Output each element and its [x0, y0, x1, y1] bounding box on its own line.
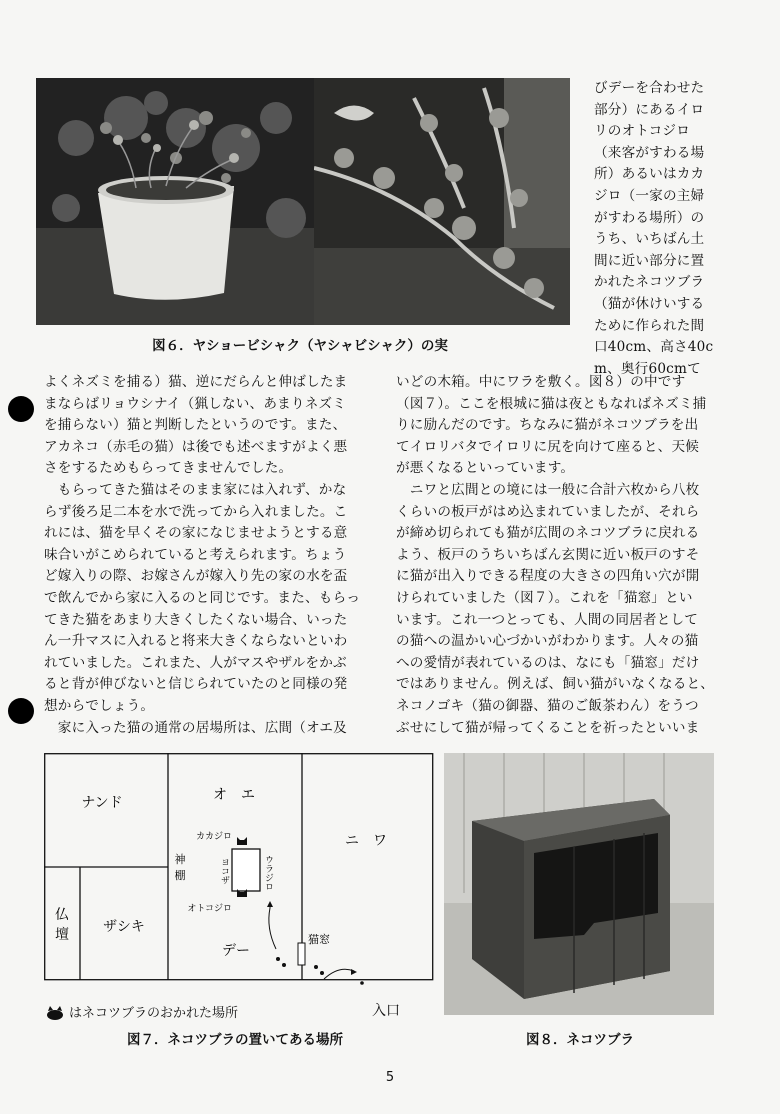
label-uraziro: ウラジロ	[263, 855, 273, 891]
text-line: の猫への温かい心づかいがわかります。人々の猫	[396, 633, 699, 650]
text-line: が締め切られても猫が広間のネコツブラに戻れる	[396, 525, 700, 542]
text-line: ぶせにして猫が帰ってくることを祈ったといいま	[396, 719, 700, 736]
label-nekomado: 猫窓	[308, 933, 330, 946]
text-line: （図７）。ここを根城に猫は夜ともなればネズミ捕	[396, 395, 707, 412]
fig6-photo-left	[36, 78, 314, 325]
text-line: 想からでしょう。	[44, 697, 155, 714]
text-line: さをするためもらってきませんでした。	[44, 460, 293, 477]
middle-column-text	[396, 372, 758, 739]
text-line: が悪くなるといっています。	[396, 460, 575, 477]
binder-hole-top	[8, 396, 34, 422]
text-line: ん一升マスに入れると将来大きくならないといわ	[44, 633, 348, 650]
text-line: よくネズミを捕る）猫、逆にだらんと伸ばしたま	[44, 374, 348, 390]
text-line: くらいの板戸がはめ込まれていましたが、それら	[396, 503, 700, 520]
legend-text: はネコツブラのおかれた場所	[69, 1006, 239, 1021]
room-oe: オ エ	[213, 787, 255, 803]
room-nando: ナンド	[81, 795, 123, 811]
room-niwa: ニ ワ	[345, 833, 387, 849]
text-line: 口40cm、高さ40c	[594, 339, 714, 356]
fig7-legend	[44, 1002, 238, 1021]
label-kamidana-2: 棚	[174, 869, 186, 882]
text-line: アカネコ（赤毛の猫）は後でも述べますがよく悪	[44, 438, 348, 455]
text-line: ではありません。例えば、飼い猫がいなくなると、	[396, 676, 715, 693]
fig7-floor-plan	[44, 753, 436, 985]
room-dee: デー	[222, 943, 250, 959]
fig6-caption: 図６．ヤショービシャク（ヤシャビシャク）の実	[152, 338, 448, 354]
text-line: m、奥行60cmて	[594, 360, 701, 377]
text-line: てきた猫をあまり大きくしたくない場合、いった	[44, 611, 348, 628]
page-number: 5	[385, 1070, 395, 1085]
text-line: ど嫁入りの際、お嫁さんが嫁入り先の家の水を盃	[44, 568, 348, 585]
text-line: けられていました（図７）。これを「猫窓」とい	[396, 589, 693, 606]
text-line: らず後ろ足二本を水で洗ってから入れました。こ	[44, 503, 348, 520]
label-iriguchi: 入口	[372, 1003, 400, 1019]
text-line: ネコノゴキ（猫の御器、猫のご飯茶わん）をうつ	[396, 697, 699, 714]
fig8-photo	[444, 753, 714, 1015]
text-line: がすわる場所）の	[594, 209, 705, 226]
fig7-caption: 図７．ネコツブラの置いてある場所	[127, 1032, 343, 1048]
text-line: いどの木箱。中にワラを敷く。図８）の中です	[396, 374, 686, 390]
label-kakajiro: カカジロ	[195, 832, 232, 842]
right-column-text	[594, 78, 754, 380]
text-line: れには、猫を早くその家になじませようとする意	[44, 525, 348, 542]
text-line: 間に近い部分に置	[594, 252, 705, 269]
text-line: （来客がすわる場	[594, 144, 705, 161]
room-zashiki: ザシキ	[103, 919, 145, 935]
text-line: リのオトコジロ	[594, 123, 691, 140]
label-kamidana-1: 神	[174, 853, 186, 866]
text-line: うち、いちばん土	[594, 231, 705, 248]
cat-icon	[44, 1005, 66, 1021]
text-line: まならばリョウシナイ（猟しない、あまりネズミ	[44, 395, 347, 412]
fig8-caption: 図８．ネコツブラ	[526, 1032, 634, 1048]
text-line: に猫が出入りできる程度の大きさの四角い穴が開	[396, 568, 700, 585]
text-line: で飲んでから家に入るのと同じです。また、もらっ	[44, 589, 361, 606]
text-line: への愛情が表れているのは、なにも「猫窓」だけ	[396, 654, 700, 671]
fig6-photo-right	[314, 78, 570, 325]
left-column-text	[44, 372, 374, 739]
room-butsudan-1: 仏	[55, 907, 69, 923]
text-line: （猫が休けいする	[594, 295, 705, 312]
text-line: よう、板戸のうちいちばん玄関に近い板戸のすそ	[396, 546, 700, 563]
text-line: 家に入った猫の通常の居場所は、広間（オエ及	[44, 719, 347, 736]
text-line: います。これ一つとっても、人間の同居者として	[396, 611, 699, 628]
text-line: れていました。これまた、人がマスやザルをかぶ	[44, 654, 347, 671]
text-line: てイロリバタでイロリに尻を向けて座ると、天候	[396, 438, 700, 455]
label-yokoza: ヨコザ	[219, 857, 229, 885]
text-line: を捕らない）猫と判断したというのです。また、	[44, 417, 347, 434]
text-line: ために作られた間	[594, 317, 705, 334]
text-line: ると背が伸びないと信じられていたのと同様の発	[44, 676, 348, 693]
label-otokojiro: オトコジロ	[187, 904, 232, 914]
text-line: もらってきた猫はそのまま家には入れず、かな	[44, 481, 347, 498]
binder-hole-bottom	[8, 698, 34, 724]
text-line: りに励んだのです。ちなみに猫がネコツブラを出	[396, 417, 699, 434]
text-line: 部分）にあるイロ	[594, 101, 705, 118]
room-butsudan-2: 壇	[55, 927, 69, 943]
text-line: 味合いがこめられていると考えられます。ちょう	[44, 546, 347, 563]
text-line: びデーを合わせた	[594, 80, 705, 96]
text-line: ニワと広間との境には一般に合計六枚から八枚	[396, 481, 700, 498]
text-line: かれたネコツブラ	[594, 274, 705, 291]
text-line: ジロ（一家の主婦	[594, 187, 705, 204]
text-line: 所）あるいはカカ	[594, 166, 705, 183]
